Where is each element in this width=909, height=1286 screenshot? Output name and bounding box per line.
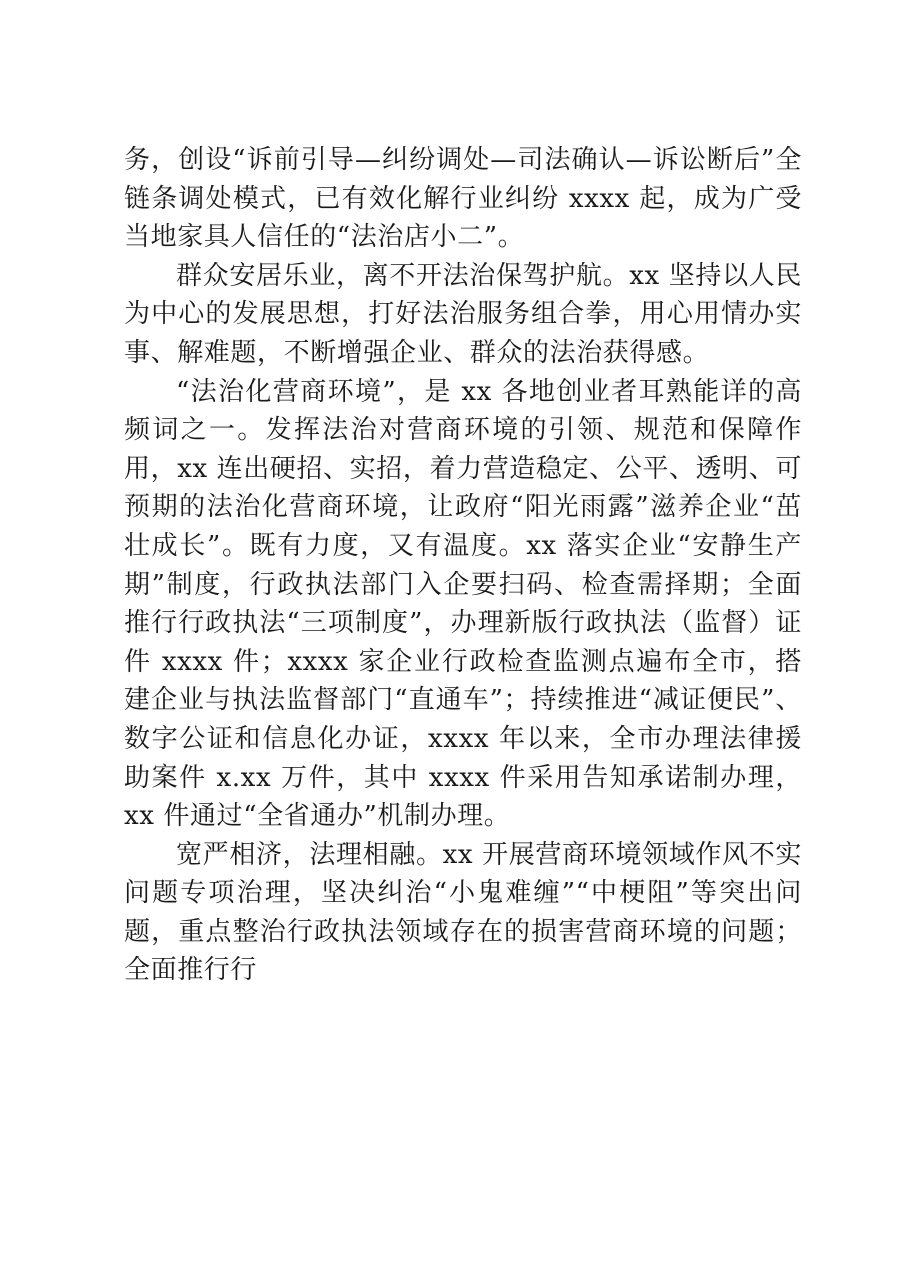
paragraph-law-enforcement: 宽严相济，法理相融。xx 开展营商环境领域作风不实问题专项治理，坚决纠治“小鬼难缠”“中梗阻”等突出问题，重点整治行政执法领域存在的损害营商环境的问题；全面推行行 xyxy=(124,839,802,986)
paragraph-business-environment: “法治化营商环境”，是 xx 各地创业者耳熟能详的高频词之一。发挥法治对营商环境的引领、规范和保障作用，xx 连出硬招、实招，着力营造稳定、公平、透明、可预期的法治化营商环境，让政府“阳光雨露”滋养企业“茁壮成长”。既有力度，又有温度。xx 落实企业“安静生产期”制度，行政执法部门入企要扫码、检查需择期；全面推行行政执法“三项制度”，办理新版行政执法（监督）证件 xxxx 件；xxxx 家企业行政检查监测点遍布全市，搭建企业与执法监督部门“直通车”；持续推进“减证便民”、数字公证和信息化办证，xxxx 年以来，全市办理法律援助案件 x.xx 万件，其中 xxxx 件采用告知承诺制办理，xx 件通过“全省通办”机制办理。 xyxy=(124,376,802,832)
document-body xyxy=(124,141,802,990)
paragraph-continuation: 务，创设“诉前引导—纠纷调处—司法确认—诉讼断后”全链条调处模式，已有效化解行业纠纷 xxxx 起，成为广受当地家具人信任的“法治店小二”。 xyxy=(124,145,802,253)
paragraph-public-security: 群众安居乐业，离不开法治保驾护航。xx 坚持以人民为中心的发展思想，打好法治服务组合拳，用心用情办实事、解难题，不断增强企业、群众的法治获得感。 xyxy=(124,260,802,368)
